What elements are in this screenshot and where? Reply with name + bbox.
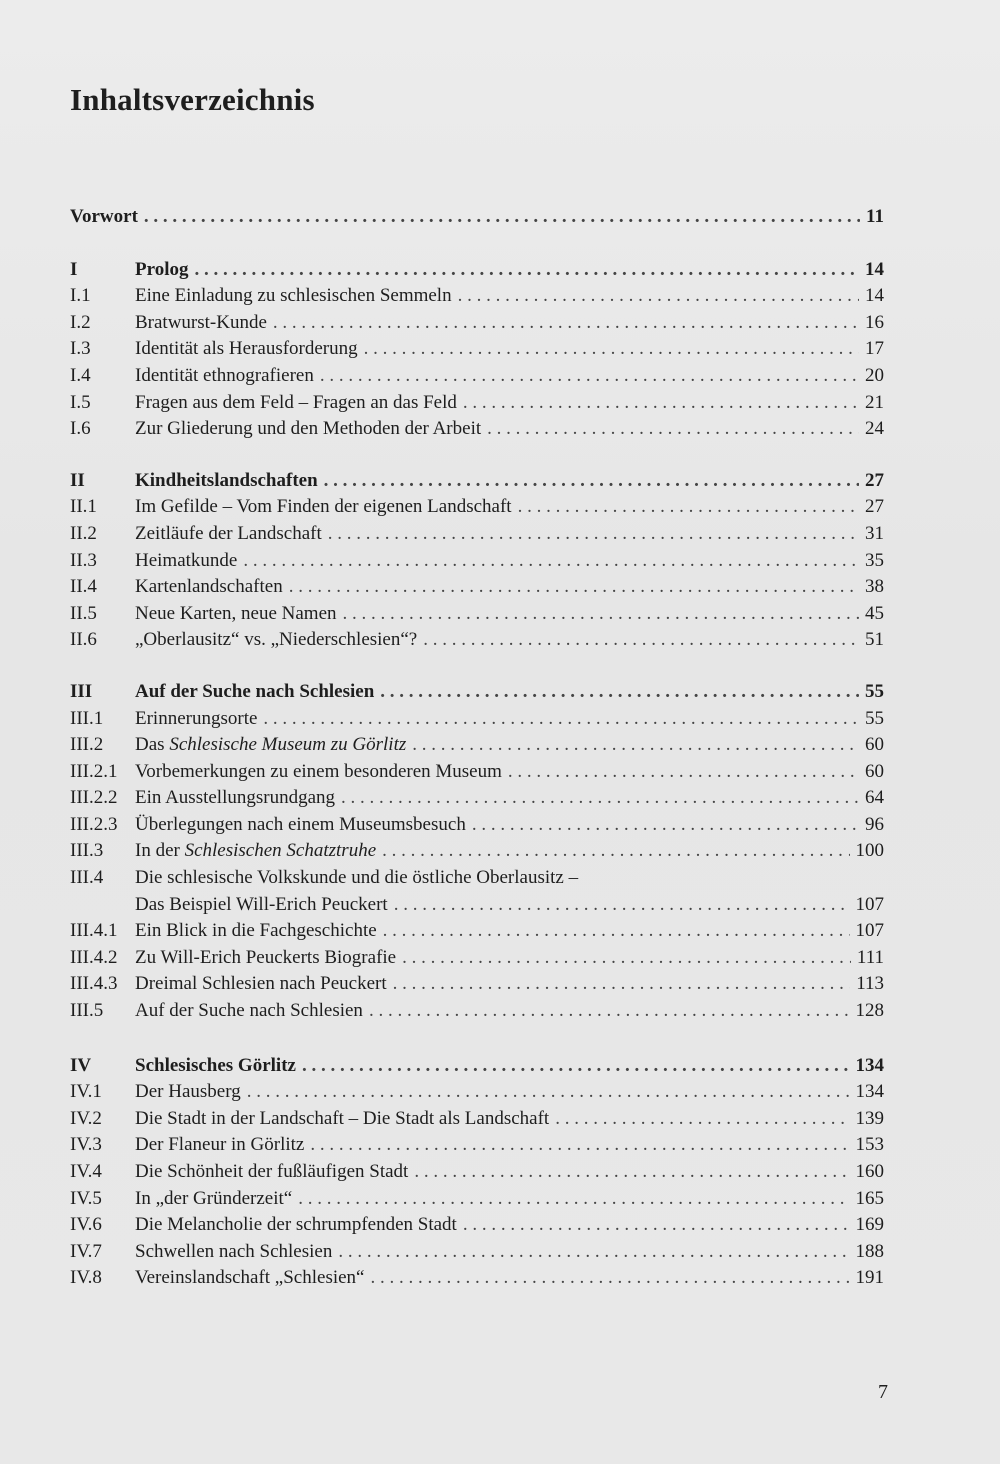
toc-page: 96 (865, 813, 884, 835)
toc-page: 21 (865, 391, 884, 413)
toc-leader (371, 1265, 850, 1292)
toc-page: 111 (856, 946, 884, 968)
toc-page: 55 (865, 680, 884, 702)
toc-number: IV.7 (70, 1240, 102, 1262)
toc-label-italic: Schlesische Museum zu Görlitz (169, 734, 407, 756)
toc-leader (289, 574, 859, 601)
toc-label: Erinnerungsorte (135, 707, 258, 729)
toc-entry (70, 998, 884, 1025)
toc-number: III.2.3 (70, 813, 118, 835)
toc-label: Kindheitslandschaften (135, 469, 318, 491)
toc-number: I.4 (70, 364, 91, 386)
toc-entry (70, 918, 884, 945)
toc-number: II.5 (70, 602, 97, 624)
toc-leader (463, 1212, 850, 1239)
toc-page: 139 (855, 1107, 884, 1129)
toc-leader (243, 548, 859, 575)
toc-entry (70, 706, 884, 733)
toc-number: III.2 (70, 734, 104, 756)
toc-label: Zu Will-Erich Peuckerts Biografie (135, 946, 397, 968)
toc-number: I (70, 258, 78, 280)
toc-label: Dreimal Schlesien nach Peuckert (135, 973, 387, 995)
toc-number: III.4.2 (70, 946, 118, 968)
toc-label: Ein Ausstellungsrundgang (135, 787, 336, 809)
toc-number: III.4 (70, 867, 104, 889)
toc-page: 31 (865, 522, 884, 544)
toc-entry-continuation (70, 892, 884, 919)
toc-entry (70, 759, 884, 786)
toc-page: 24 (865, 418, 884, 440)
toc-entry (70, 336, 884, 363)
toc-leader (555, 1106, 849, 1133)
toc-leader (144, 204, 860, 231)
toc-page: 107 (855, 893, 884, 915)
toc-leader (402, 945, 851, 972)
page-title: Inhaltsverzeichnis (70, 82, 315, 117)
toc-chapter-iv (70, 1053, 884, 1080)
toc-label: Identität als Herausforderung (135, 338, 358, 360)
toc-leader (393, 971, 851, 998)
toc-number: II (70, 469, 85, 491)
toc-page: 38 (865, 576, 884, 598)
toc-number: I.6 (70, 418, 91, 440)
toc-page: 134 (855, 1054, 884, 1076)
toc-number: IV.4 (70, 1161, 102, 1182)
toc-page: 113 (856, 973, 884, 995)
toc-page: 51 (865, 629, 884, 651)
toc-label: Im Gefilde – Vom Finden der eigenen Landschaft (135, 496, 512, 518)
toc-chapter-iii (70, 679, 884, 706)
toc-entry (70, 971, 884, 998)
toc-page: 14 (865, 285, 884, 307)
toc-label: „Oberlausitz“ vs. „Niederschlesien“? (135, 629, 418, 651)
toc-number: III.5 (70, 1000, 104, 1022)
toc-page: 160 (855, 1161, 884, 1182)
toc-entry (70, 310, 884, 337)
toc-page: 35 (865, 549, 884, 571)
toc-number: I.3 (70, 338, 91, 360)
toc-label: Die Melancholie der schrumpfenden Stadt (135, 1214, 457, 1236)
toc-entry (70, 1132, 884, 1159)
toc-entry (70, 838, 884, 865)
toc-entry (70, 1106, 884, 1133)
toc-number: II.2 (70, 522, 97, 544)
toc-entry (70, 865, 884, 892)
toc-label: Die schlesische Volkskunde und die östliche Oberlausitz – (135, 867, 579, 889)
toc-label: Auf der Suche nach Schlesien (135, 680, 375, 702)
toc-number: III.3 (70, 840, 104, 862)
toc-entry (70, 1079, 884, 1106)
toc-page: 165 (855, 1187, 884, 1209)
toc-label-text: In der (135, 840, 185, 862)
toc-leader (394, 892, 850, 919)
toc-leader (364, 336, 859, 363)
toc-entry (70, 548, 884, 575)
toc-label: Fragen aus dem Feld – Fragen an das Feld (135, 391, 457, 413)
toc-label: Auf der Suche nach Schlesien (135, 1000, 363, 1022)
toc-label: Eine Einladung zu schlesischen Semmeln (135, 285, 452, 307)
toc-number: IV.3 (70, 1134, 102, 1156)
toc-number: II.1 (70, 496, 97, 518)
toc-label: In „der Gründerzeit“ (135, 1187, 293, 1209)
toc-chapter-ii (70, 468, 884, 495)
toc-page: 169 (855, 1214, 884, 1236)
toc-page: 14 (865, 258, 884, 280)
toc-label (135, 838, 382, 865)
toc-number: I.1 (70, 285, 91, 307)
toc-label: Die Schönheit der fußläufigen Stadt (135, 1161, 409, 1182)
toc-page: 60 (865, 734, 884, 756)
toc-label (135, 732, 412, 759)
toc-number: IV.6 (70, 1214, 102, 1236)
table-of-contents (70, 204, 884, 1292)
toc-number: III.4.3 (70, 973, 118, 995)
toc-entry (70, 494, 884, 521)
toc-entry (70, 574, 884, 601)
toc-number: I.5 (70, 391, 91, 413)
toc-entry (70, 627, 884, 654)
toc-leader (273, 310, 859, 337)
toc-leader (298, 1186, 849, 1213)
toc-leader (341, 785, 859, 812)
toc-number: III.2.1 (70, 760, 118, 782)
toc-leader (458, 283, 859, 310)
toc-entry (70, 785, 884, 812)
toc-number: IV.1 (70, 1081, 102, 1103)
toc-entry (70, 732, 884, 759)
toc-entry (70, 283, 884, 310)
toc-leader (472, 812, 859, 839)
toc-page: 45 (865, 602, 884, 624)
toc-entry (70, 812, 884, 839)
toc-leader (382, 838, 849, 865)
toc-number: IV (70, 1054, 92, 1076)
toc-leader (328, 521, 859, 548)
toc-number: II.6 (70, 629, 97, 651)
toc-entry (70, 521, 884, 548)
toc-entry-vorwort (70, 204, 884, 231)
toc-label: Vorbemerkungen zu einem besonderen Museum (135, 760, 502, 782)
toc-page: 64 (865, 787, 884, 809)
toc-chapter-i (70, 257, 884, 284)
toc-number: III.2.2 (70, 787, 118, 809)
toc-number: IV.5 (70, 1187, 102, 1209)
toc-label: Heimatkunde (135, 549, 238, 571)
toc-entry (70, 1239, 884, 1266)
page-number: 7 (878, 1381, 888, 1403)
toc-page: 134 (855, 1081, 884, 1103)
toc-page: 128 (855, 1000, 884, 1022)
toc-leader (463, 390, 859, 417)
toc-number: II.3 (70, 549, 97, 571)
toc-label: Prolog (135, 258, 189, 280)
toc-label: Schwellen nach Schlesien (135, 1240, 333, 1262)
toc-leader (194, 257, 859, 284)
toc-page: 100 (855, 840, 884, 862)
toc-label: Neue Karten, neue Namen (135, 602, 337, 624)
toc-leader (423, 627, 859, 654)
toc-label: Das Beispiel Will-Erich Peuckert (135, 893, 388, 915)
toc-entry (70, 416, 884, 443)
toc-label: Vorwort (70, 206, 138, 227)
toc-page: 16 (865, 311, 884, 333)
toc-page: 60 (865, 760, 884, 782)
toc-leader (414, 1159, 849, 1186)
toc-leader (412, 732, 859, 759)
toc-page: 188 (855, 1240, 884, 1262)
toc-page: 20 (865, 364, 884, 386)
toc-label: Kartenlandschaften (135, 576, 283, 598)
toc-entry (70, 1265, 884, 1292)
toc-page: 55 (865, 707, 884, 729)
toc-entry (70, 601, 884, 628)
toc-leader (487, 416, 859, 443)
toc-label: Der Hausberg (135, 1081, 241, 1103)
toc-number: IV.2 (70, 1107, 102, 1129)
toc-leader (310, 1132, 849, 1159)
toc-leader (324, 468, 859, 495)
toc-page: 191 (855, 1267, 884, 1289)
toc-leader (302, 1053, 850, 1080)
toc-label: Zur Gliederung und den Methoden der Arbeit (135, 418, 482, 440)
toc-page: 17 (865, 338, 884, 360)
toc-label: Zeitläufe der Landschaft (135, 522, 322, 544)
toc-label: Bratwurst-Kunde (135, 311, 267, 333)
toc-page: 107 (855, 920, 884, 942)
toc-label: Identität ethnografieren (135, 364, 314, 386)
toc-leader (380, 679, 859, 706)
toc-leader (263, 706, 859, 733)
toc-entry (70, 1212, 884, 1239)
toc-leader (247, 1079, 850, 1106)
toc-number: III.4.1 (70, 920, 118, 942)
toc-page: 153 (855, 1134, 884, 1156)
toc-number: III (70, 680, 93, 702)
toc-page: 27 (865, 469, 884, 491)
toc-label-text: Das (135, 734, 170, 756)
toc-label: Überlegungen nach einem Museumsbesuch (135, 813, 466, 835)
toc-label: Vereinslandschaft „Schlesien“ (135, 1267, 365, 1289)
toc-number: III.1 (70, 707, 104, 729)
toc-entry (70, 363, 884, 390)
toc-number: I.2 (70, 311, 91, 333)
toc-number: II.4 (70, 576, 97, 598)
toc-label: Die Stadt in der Landschaft – Die Stadt als Landschaft (135, 1107, 550, 1129)
toc-label: Ein Blick in die Fachgeschichte (135, 920, 377, 942)
toc-label-italic: Schlesischen Schatztruhe (184, 840, 377, 862)
toc-page: 27 (865, 496, 884, 518)
toc-label: Schlesisches Görlitz (135, 1054, 296, 1076)
toc-label: Der Flaneur in Görlitz (135, 1134, 305, 1156)
toc-leader (508, 759, 859, 786)
toc-leader (383, 918, 850, 945)
toc-leader (369, 998, 850, 1025)
toc-leader (518, 494, 859, 521)
toc-number: IV.8 (70, 1267, 102, 1289)
toc-page: 11 (866, 206, 884, 227)
toc-leader (343, 601, 859, 628)
toc-leader (320, 363, 859, 390)
toc-entry (70, 945, 884, 972)
toc-leader (338, 1239, 849, 1266)
toc-entry (70, 1186, 884, 1213)
toc-entry (70, 390, 884, 417)
toc-entry (70, 1159, 884, 1186)
